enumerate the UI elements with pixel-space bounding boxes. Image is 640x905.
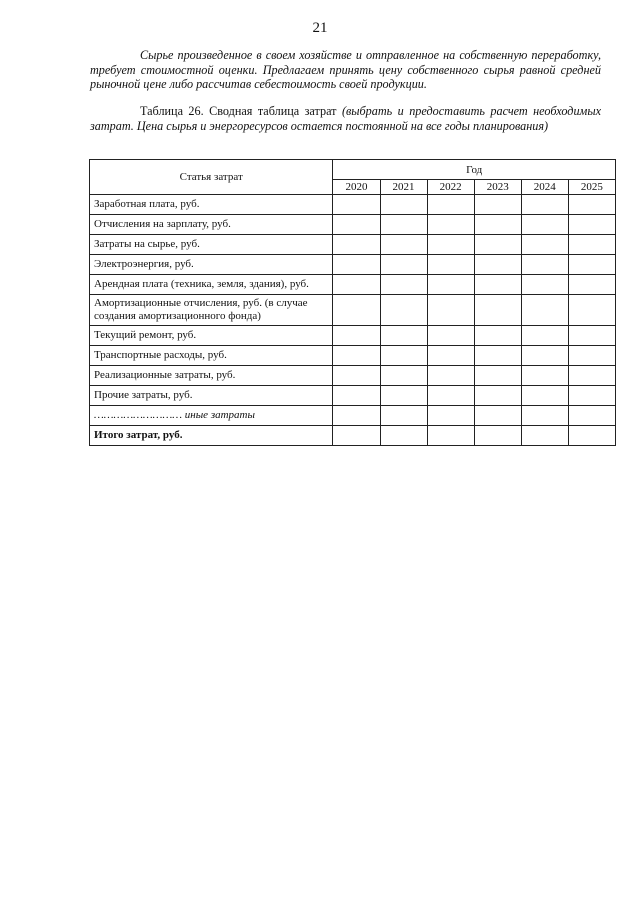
value-cell [521,195,568,215]
value-cell [521,295,568,326]
value-cell [474,295,521,326]
value-cell [521,235,568,255]
value-cell [568,235,615,255]
cost-item-label: Затраты на сырье, руб. [90,235,333,255]
value-cell [427,275,474,295]
value-cell [427,366,474,386]
cost-item-label: Заработная плата, руб. [90,195,333,215]
table-row [90,386,616,406]
cost-summary-table [89,159,616,446]
value-cell [333,215,380,235]
table-row [90,366,616,386]
cost-item-label: Отчисления на зарплату, руб. [90,215,333,235]
table-header-row [90,160,616,180]
value-cell [474,275,521,295]
value-cell [380,195,427,215]
page-number: 21 [312,20,328,36]
table-caption [90,104,601,133]
value-cell [521,326,568,346]
value-cell [427,255,474,275]
value-cell [568,326,615,346]
table-row [90,346,616,366]
value-cell [474,406,521,426]
year-header: 2024 [521,180,568,195]
value-cell [568,346,615,366]
intro-text: Сырье произведенное в своем хозяйстве и отправленное на собственную переработку, требует стоимостной оценки. Предлагаем принять цену собственного сырья равной средней рыночной цене либо рассчитав себестоимость своей продукции. [90,48,601,92]
value-cell [333,386,380,406]
value-cell [380,406,427,426]
cost-item-label: Электроэнергия, руб. [90,255,333,275]
value-cell [521,366,568,386]
cost-item-label: Прочие затраты, руб. [90,386,333,406]
cost-item-label: Транспортные расходы, руб. [90,346,333,366]
table-row [90,295,616,326]
table-row [90,275,616,295]
value-cell [333,346,380,366]
table-row [90,326,616,346]
item-column-header: Статья затрат [90,160,333,195]
value-cell [568,295,615,326]
year-header: 2020 [333,180,380,195]
value-cell [380,326,427,346]
value-cell [380,426,427,446]
table-row [90,195,616,215]
table-row [90,235,616,255]
value-cell [380,295,427,326]
value-cell [333,195,380,215]
year-header: 2022 [427,180,474,195]
value-cell [380,366,427,386]
value-cell [521,386,568,406]
value-cell [333,275,380,295]
year-group-header: Год [333,160,616,180]
intro-paragraph [90,48,601,92]
cost-item-label: Итого затрат, руб. [90,426,333,446]
value-cell [568,366,615,386]
value-cell [333,426,380,446]
value-cell [474,326,521,346]
value-cell [380,255,427,275]
value-cell [521,255,568,275]
value-cell [427,386,474,406]
value-cell [521,346,568,366]
value-cell [333,366,380,386]
value-cell [474,426,521,446]
value-cell [474,346,521,366]
value-cell [521,426,568,446]
value-cell [333,235,380,255]
table-row [90,255,616,275]
value-cell [427,326,474,346]
table-row [90,426,616,446]
year-header: 2025 [568,180,615,195]
value-cell [568,275,615,295]
value-cell [427,295,474,326]
value-cell [333,295,380,326]
value-cell [474,235,521,255]
value-cell [521,215,568,235]
value-cell [474,386,521,406]
value-cell [380,386,427,406]
cost-item-label: Реализационные затраты, руб. [90,366,333,386]
cost-item-label: Текущий ремонт, руб. [90,326,333,346]
value-cell [568,255,615,275]
value-cell [427,346,474,366]
value-cell [380,275,427,295]
value-cell [333,255,380,275]
value-cell [474,195,521,215]
value-cell [568,406,615,426]
table-row [90,406,616,426]
value-cell [474,366,521,386]
value-cell [380,235,427,255]
value-cell [474,255,521,275]
value-cell [568,386,615,406]
value-cell [380,215,427,235]
year-header: 2021 [380,180,427,195]
cost-item-label: Амортизационные отчисления, руб. (в случае создания амортизационного фонда) [90,295,333,326]
caption-label: Таблица 26. Сводная таблица затрат [140,104,337,118]
cost-item-label: ……………………… иные затраты [90,406,333,426]
value-cell [427,235,474,255]
value-cell [568,426,615,446]
table-body [90,195,616,446]
value-cell [380,346,427,366]
value-cell [474,215,521,235]
caption-note: (выбрать и предоставить расчет необходимых затрат. Цена сырья и энергоресурсов остается постоянной на все годы планирования) [90,104,601,133]
value-cell [427,406,474,426]
value-cell [427,215,474,235]
value-cell [427,426,474,446]
value-cell [333,406,380,426]
value-cell [333,326,380,346]
value-cell [568,215,615,235]
value-cell [427,195,474,215]
value-cell [521,275,568,295]
cost-item-label: Арендная плата (техника, земля, здания), руб. [90,275,333,295]
value-cell [521,406,568,426]
value-cell [568,195,615,215]
year-header: 2023 [474,180,521,195]
table-row [90,215,616,235]
